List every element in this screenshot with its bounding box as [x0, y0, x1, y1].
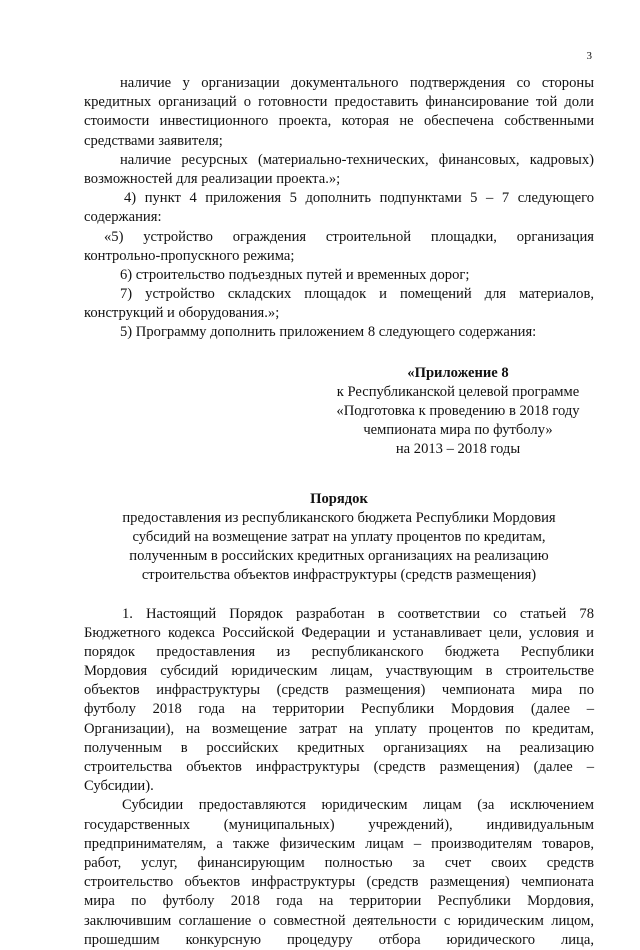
text-line: 4) пункт 4 приложения 5 дополнить подпунктами 5 – 7 следующего — [124, 190, 594, 207]
order-subtitle-line: строительства объектов инфраструктуры (средств размещения) — [141, 567, 537, 584]
appendix-header — [84, 364, 594, 460]
text-line: 6) строительство подъездных путей и временных дорог; — [120, 266, 470, 283]
order-title: Порядок — [310, 490, 368, 507]
text-line: 5) Программу дополнить приложением 8 следующего содержания: — [120, 324, 537, 341]
text-line: мира по футболу 2018 года на территории Республики Мордовия, — [84, 893, 594, 910]
appendix-line: к Республиканской целевой программе — [336, 383, 580, 400]
text-line: Субсидии). — [84, 778, 154, 795]
order-subtitle-line: предоставления из республиканского бюджета Республики Мордовия — [122, 509, 556, 526]
appendix-line: «Подготовка к проведению в 2018 году — [336, 403, 580, 419]
text-line: содержания: — [84, 209, 162, 226]
appendix-line: на 2013 – 2018 годы — [395, 441, 521, 458]
text-line: средствами заявителя; — [84, 132, 223, 149]
text-line: 1. Настоящий Порядок разработан в соответствии со статьей 78 — [122, 605, 594, 622]
text-line: заключившим соглашение о совместной деятельности с юридическим лицом, — [84, 912, 594, 929]
text-line: строительство объектов инфраструктуры (средств размещения) чемпионата — [84, 874, 594, 891]
order-subtitle-line: субсидий на возмещение затрат на уплату процентов по кредитам, — [132, 528, 546, 545]
text-line: 7) устройство складских площадок и помещений для материалов, — [120, 286, 594, 303]
text-line: объектов инфраструктуры (средств размещения) чемпионата мира по — [84, 682, 594, 699]
text-line: наличие у организации документального подтверждения со стороны — [120, 75, 594, 91]
text-line: наличие ресурсных (материально-технических, финансовых, кадровых) — [120, 151, 594, 168]
appendix-title: «Приложение 8 — [407, 364, 509, 381]
order-subtitle-line: полученным в российских кредитных организациях на реализацию — [129, 548, 549, 565]
text-line: Бюджетного кодекса Российской Федерации и устанавливает цели, условия и — [84, 624, 594, 641]
text-line: футболу 2018 года на территории Республики Мордовия (далее – — [84, 701, 594, 718]
text-line: прошедшим конкурсную процедуру отбора юридического лица, — [84, 931, 594, 948]
text-line: Субсидии предоставляются юридическим лицам (за исключением — [122, 797, 594, 814]
text-line: кредитных организаций о готовности предоставить финансирование той доли — [84, 94, 594, 111]
text-line: работ, услуг, финансирующим полностью за счет своих средств — [84, 854, 594, 871]
appendix-line: чемпионата мира по футболу» — [363, 422, 553, 439]
text-line: стоимости инвестиционного проекта, которая не обеспечена собственными — [84, 113, 594, 130]
order-heading — [84, 490, 594, 586]
text-line: государственных (муниципальных) учреждений), индивидуальным — [84, 816, 594, 833]
text-line: контрольно-пропускного режима; — [84, 247, 295, 264]
text-line: возможностей для реализации проекта.»; — [84, 170, 341, 187]
text-line: порядок предоставления из республиканского бюджета Республики — [84, 643, 594, 660]
text-line: Мордовия субсидий юридическим лицам, участвующим в строительстве — [84, 663, 594, 680]
text-line: предпринимателям, а также физическим лицам – производителям товаров, — [84, 835, 594, 852]
text-line: конструкций и оборудования.»; — [84, 305, 280, 322]
document-body — [84, 74, 594, 950]
page-number: 3 — [586, 50, 592, 62]
text-line: Организации), на возмещение затрат на уплату процентов по кредитам, — [84, 720, 594, 737]
text-line: строительства объектов инфраструктуры (средств размещения) (далее – — [84, 759, 594, 775]
text-line: полученным в российских кредитных организациях на реализацию — [84, 739, 594, 756]
text-line: «5) устройство ограждения строительной площадки, организация — [104, 228, 594, 245]
